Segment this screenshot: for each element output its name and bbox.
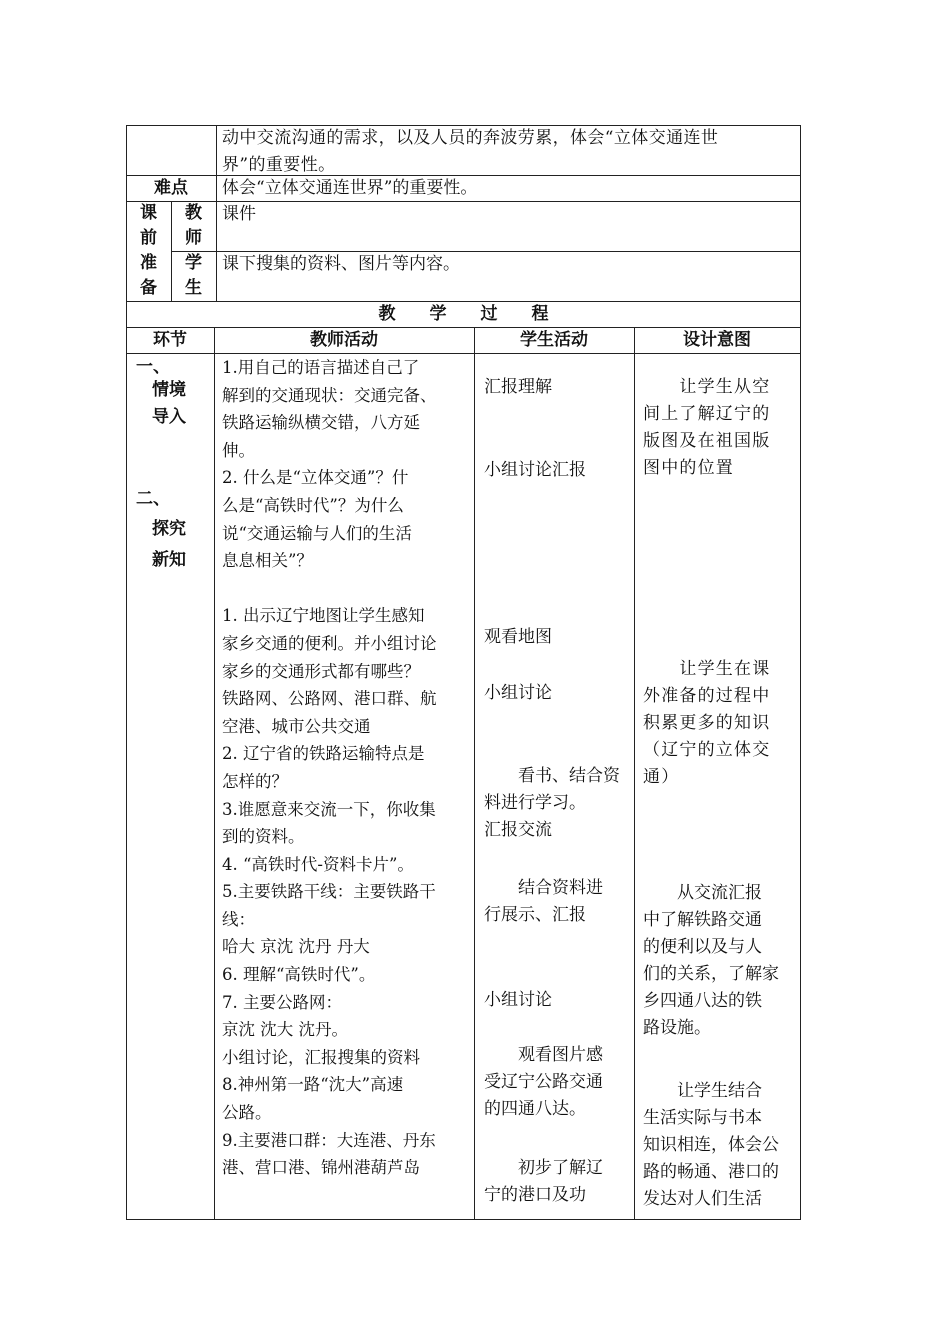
student-activity-5: 看书、结合资 料进行学习。 汇报交流: [484, 766, 620, 840]
prep-teacher-label: 教 师: [185, 203, 202, 248]
design-intent-2: 让学生在课 外准备的过程中 积累更多的知识 （辽宁的立体交 通）: [643, 659, 771, 787]
stage-2-number: 二、: [136, 489, 170, 509]
intro-text: 动中交流沟通的需求，以及人员的奔波劳累，体会“立体交通连世 界”的重要性。: [222, 128, 719, 175]
vline: [474, 327, 475, 1220]
student-activity-6: 结合资料进 行展示、汇报: [484, 878, 603, 925]
stage-2-name: 探究 新知: [152, 519, 186, 570]
prep-student-label: 学 生: [185, 253, 202, 298]
header-teacher-activity: 教师活动: [310, 330, 378, 350]
vline: [634, 327, 635, 1220]
student-activity-4: 小组讨论: [484, 683, 552, 703]
difficulty-text: 体会“立体交通连世界”的重要性。: [222, 178, 478, 198]
prep-teacher-text: 课件: [222, 204, 256, 224]
teacher-activity-text: 1.用自己的语言描述自己了 解到的交通现状：交通完备、 铁路运输纵横交错，八方延 伸。 2. 什么是“立体交通”？什 么是“高铁时代”？为什么 说“交通运输与人们的生活 息息相关”？ 1. 出示辽宁地图让学生感知 家乡交通的便利。并小组讨论 家乡的交通形式都有哪些？ 铁路网、公路网、港口群、航 空港、城市公共交通 2. 辽宁省的铁路运输特点是 怎样的？ 3.谁愿意来交流一下，你收集 到的资料。 4. “高铁时代-资料卡片”。 5.主要铁路干线：主要铁路干 线： 哈大 京沈 沈丹 丹大 6. 理解“高铁时代”。 7. 主要公路网： 京沈 沈大 沈丹。 小组讨论，汇报搜集的资料 8.神州第一路“沈大”高速 公路。 9.主要港口群：大连港、丹东 港、营口港、锦州港葫芦岛: [222, 358, 437, 1178]
student-activity-9: 初步了解辽 宁的港口及功: [484, 1158, 603, 1205]
difficulty-label: 难点: [154, 178, 188, 198]
student-activity-1: 汇报理解: [484, 377, 552, 397]
vline: [214, 327, 215, 1220]
vline: [216, 125, 217, 301]
process-title: 教 学 过 程: [378, 304, 549, 324]
hline: [126, 1219, 801, 1220]
header-design-intent: 设计意图: [683, 330, 751, 350]
header-student-activity: 学生活动: [520, 330, 588, 350]
prep-student-text: 课下搜集的资料、图片等内容。: [222, 254, 460, 274]
design-intent-3: 从交流汇报 中了解铁路交通 的便利以及与人 们的关系，了解家 乡四通八达的铁 路设施。: [643, 883, 779, 1038]
student-activity-3: 观看地图: [484, 627, 552, 647]
stage-1-name: 情境 导入: [152, 380, 186, 427]
stage-1-number: 一、: [136, 357, 170, 377]
prep-label: 课 前 准 备: [140, 203, 157, 298]
design-intent-4: 让学生结合 生活实际与书本 知识相连，体会公 路的畅通、港口的 发达对人们生活: [643, 1081, 779, 1209]
student-activity-7: 小组讨论: [484, 990, 552, 1010]
student-activity-2: 小组讨论汇报: [484, 460, 586, 480]
design-intent-1: 让学生从空 间上了解辽宁的 版图及在祖国版 图中的位置: [643, 377, 771, 478]
student-activity-8: 观看图片感 受辽宁公路交通 的四通八达。: [484, 1045, 603, 1119]
table-border-right: [800, 125, 801, 1220]
header-stage: 环节: [153, 330, 187, 350]
